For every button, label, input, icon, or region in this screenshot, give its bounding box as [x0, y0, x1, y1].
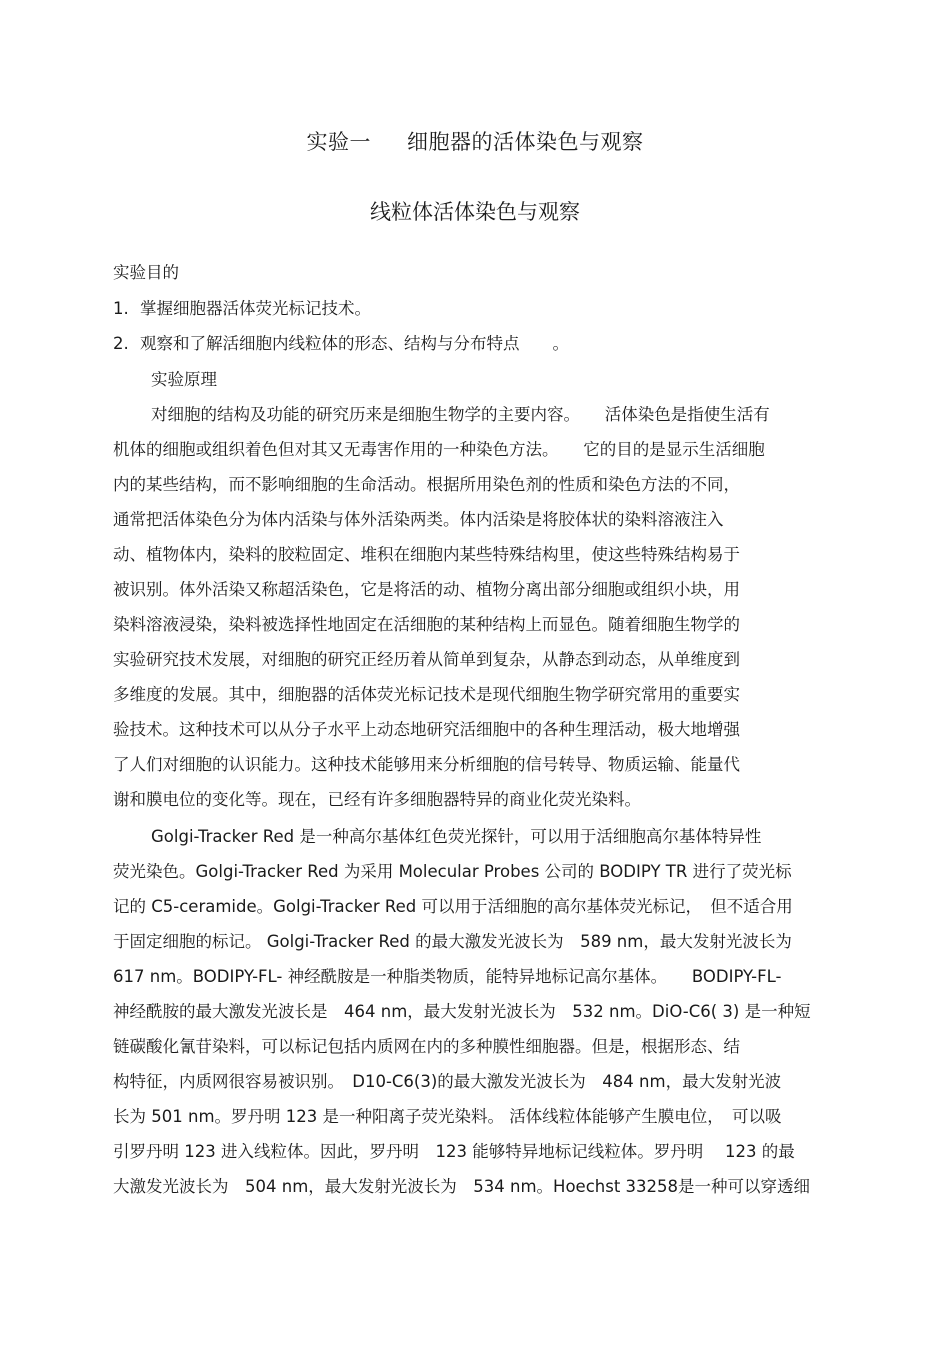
principle-line: 验技术。这种技术可以从分子水平上动态地研究活细胞中的各种生理活动，极大地增强: [113, 720, 740, 739]
dye-line: 记的 C5-ceramide。Golgi-Tracker Red 可以用于活细胞的高尔基体荧光标记， 但不适合用: [113, 897, 793, 916]
principle-line: 染料溶液浸染，染料被选择性地固定在活细胞的某种结构上而显色。随着细胞生物学的: [113, 615, 740, 634]
objective-item: [113, 298, 371, 320]
principle-line: 实验研究技术发展，对细胞的研究正经历着从简单到复杂，从静态到动态，从单维度到: [113, 650, 740, 669]
principle-line: 机体的细胞或组织着色但对其又无毒害作用的一种染色方法。 它的目的是显示生活细胞: [113, 440, 765, 459]
dye-line: 荧光染色。Golgi-Tracker Red 为采用 Molecular Probes 公司的 BODIPY TR 进行了荧光标: [113, 862, 792, 881]
dye-line: 构特征，内质网很容易被识别。 D10-C6(3)的最大激发光波长为 484 nm，最大发射光波: [113, 1072, 782, 1091]
objective-number: 2.: [113, 334, 129, 353]
page-subtitle: 线粒体活体染色与观察: [370, 200, 580, 224]
principle-line: 通常把活体染色分为体内活染与体外活染两类。体内活染是将胶体状的染料溶液注入: [113, 510, 724, 529]
dye-line: 链碳酸化氰苷染料，可以标记包括内质网在内的多种膜性细胞器。但是，根据形态、结: [113, 1037, 740, 1056]
principle-line: 对细胞的结构及功能的研究历来是细胞生物学的主要内容。 活体染色是指使生活有: [151, 405, 770, 424]
principle-line: 动、植物体内，染料的胶粒固定、堆积在细胞内某些特殊结构里，使这些特殊结构易于: [113, 545, 740, 564]
dye-line: 617 nm。BODIPY-FL- 神经酰胺是一种脂类物质，能特异地标记高尔基体。 BODIPY-FL-: [113, 967, 782, 986]
objective-item: [113, 333, 569, 355]
principle-heading: 实验原理: [151, 370, 217, 389]
dye-line: 引罗丹明 123 进入线粒体。因此，罗丹明 123 能够特异地标记线粒体。罗丹明 123 的最: [113, 1142, 795, 1161]
title-part-1: 实验一: [306, 130, 371, 154]
title-part-2: 细胞器的活体染色与观察: [407, 130, 644, 154]
objectives-heading: 实验目的: [113, 263, 179, 282]
dye-line: 长为 501 nm。罗丹明 123 是一种阳离子荧光染料。 活体线粒体能够产生膜电位， 可以吸: [113, 1107, 782, 1126]
dye-line: 于固定细胞的标记。 Golgi-Tracker Red 的最大激发光波长为 589 nm，最大发射光波长为: [113, 932, 792, 951]
objective-text: 掌握细胞器活体荧光标记技术。: [140, 299, 371, 318]
principle-line: 了人们对细胞的认识能力。这种技术能够用来分析细胞的信号转导、物质运输、能量代: [113, 755, 740, 774]
objective-number: 1.: [113, 299, 129, 318]
page-title: [0, 126, 950, 156]
dye-line: 大激发光波长为 504 nm，最大发射光波长为 534 nm。Hoechst 33258是一种可以穿透细: [113, 1177, 811, 1196]
principle-line: 谢和膜电位的变化等。现在，已经有许多细胞器特异的商业化荧光染料。: [113, 790, 641, 809]
principle-line: 内的某些结构，而不影响细胞的生命活动。根据所用染色剂的性质和染色方法的不同，: [113, 475, 740, 494]
principle-line: 多维度的发展。其中，细胞器的活体荧光标记技术是现代细胞生物学研究常用的重要实: [113, 685, 740, 704]
dye-line: Golgi-Tracker Red 是一种高尔基体红色荧光探针，可以用于活细胞高尔基体特异性: [151, 827, 762, 846]
principle-line: 被识别。体外活染又称超活染色，它是将活的动、植物分离出部分细胞或组织小块，用: [113, 580, 740, 599]
dye-line: 神经酰胺的最大激发光波长是 464 nm，最大发射光波长为 532 nm。DiO-C6( 3) 是一种短: [113, 1002, 811, 1021]
objective-text: 观察和了解活细胞内线粒体的形态、结构与分布特点 。: [140, 334, 569, 353]
